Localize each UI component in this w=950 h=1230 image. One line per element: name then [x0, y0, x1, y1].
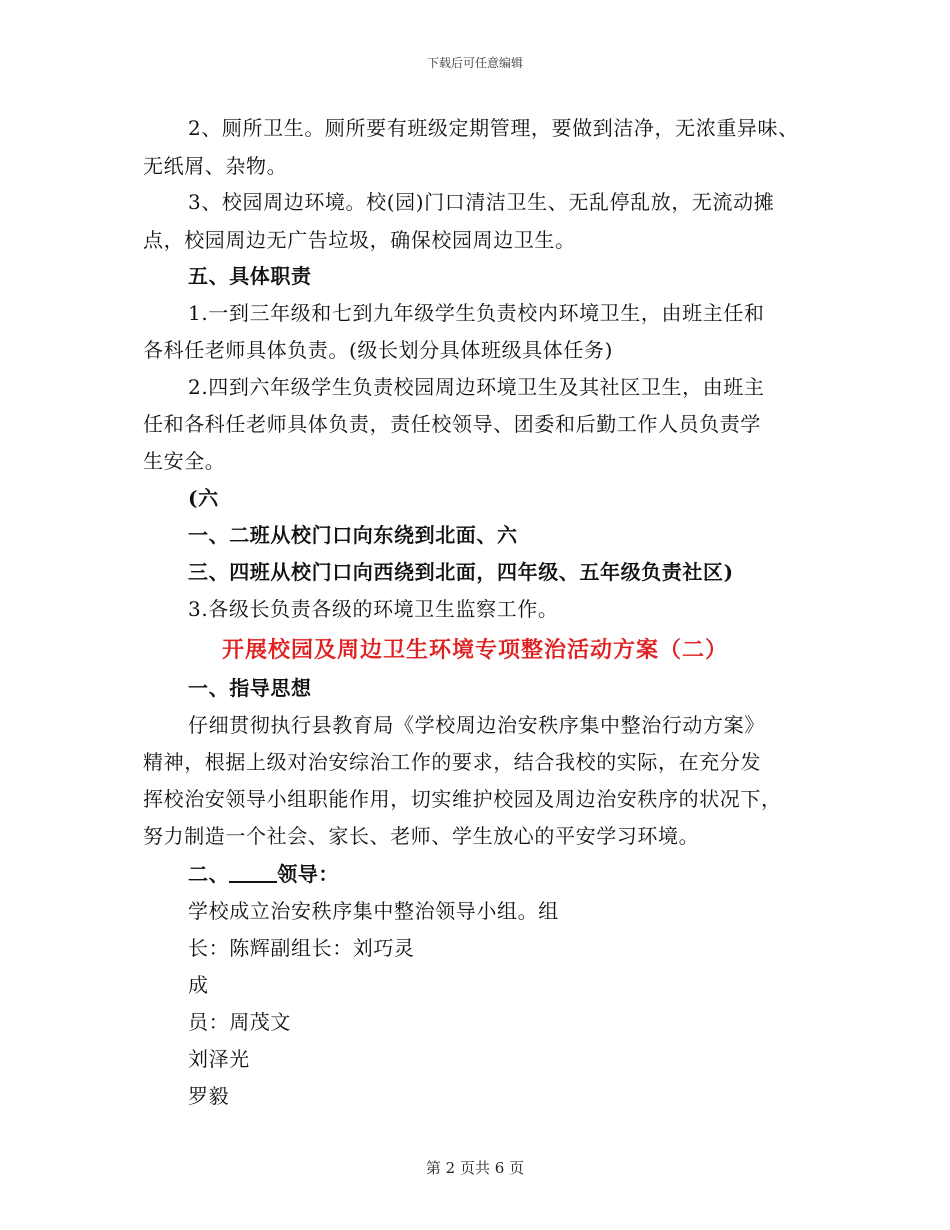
text-line: 2.四到六年级学生负责校园周边环境卫生及其社区卫生，由班主: [188, 375, 765, 399]
section-heading: [188, 862, 339, 886]
text-line: 罗毅: [188, 1084, 230, 1108]
text-line: 挥校治安领导小组职能作用，切实维护校园及周边治安秩序的状况下，: [143, 787, 782, 811]
text-line: 三、四班从校门口向西绕到北面，四年级、五年级负责社区): [188, 560, 734, 584]
text-line: 各科任老师具体负责。(级长划分具体班级具体任务): [143, 338, 614, 362]
text-line: 精神，根据上级对治安综治工作的要求，结合我校的实际，在充分发: [143, 750, 761, 774]
document-title: 开展校园及周边卫生环境专项整治活动方案（二）: [221, 637, 728, 663]
text-line: (六: [188, 486, 219, 510]
text-line: 仔细贯彻执行县教育局《学校周边治安秩序集中整治行动方案》: [188, 713, 765, 737]
text-line: 员：周茂文: [188, 1010, 291, 1034]
text-line: 无纸屑、杂物。: [143, 154, 288, 178]
text-line: 1.一到三年级和七到九年级学生负责校内环境卫生，由班主任和: [188, 301, 765, 325]
text-line: 一、二班从校门口向东绕到北面、六: [188, 523, 518, 547]
text-line: 3.各级长负责各级的环境卫生监察工作。: [188, 597, 559, 621]
section-heading: 五、具体职责: [188, 264, 312, 288]
text-line: 成: [188, 973, 209, 997]
text-line: 2、厕所卫生。厕所要有班级定期管理，要做到洁净，无浓重异味、: [188, 116, 799, 140]
page-header: 下载后可任意编辑: [426, 56, 523, 70]
text-line: 长：陈辉副组长：刘巧灵: [188, 936, 415, 960]
text-line: 点，校园周边无广告垃圾，确保校园周边卫生。: [143, 228, 576, 252]
text-line: 刘泽光: [188, 1047, 250, 1071]
text-line: 任和各科任老师具体负责，责任校领导、团委和后勤工作人员负责学: [143, 412, 761, 436]
text-line: 学校成立治安秩序集中整治领导小组。组: [188, 899, 559, 923]
blank-underline: [229, 863, 277, 883]
heading-label: 领导：: [277, 862, 340, 886]
text-line: 努力制造一个社会、家长、老师、学生放心的平安学习环境。: [143, 824, 700, 848]
text-line: 3、校园周边环境。校(园)门口清洁卫生、无乱停乱放，无流动摊: [188, 190, 775, 214]
heading-number: 二、: [188, 862, 230, 886]
section-heading: 一、指导思想: [188, 676, 312, 700]
text-line: 生安全。: [143, 449, 226, 473]
page-footer: 第 2 页共 6 页: [425, 1159, 525, 1177]
